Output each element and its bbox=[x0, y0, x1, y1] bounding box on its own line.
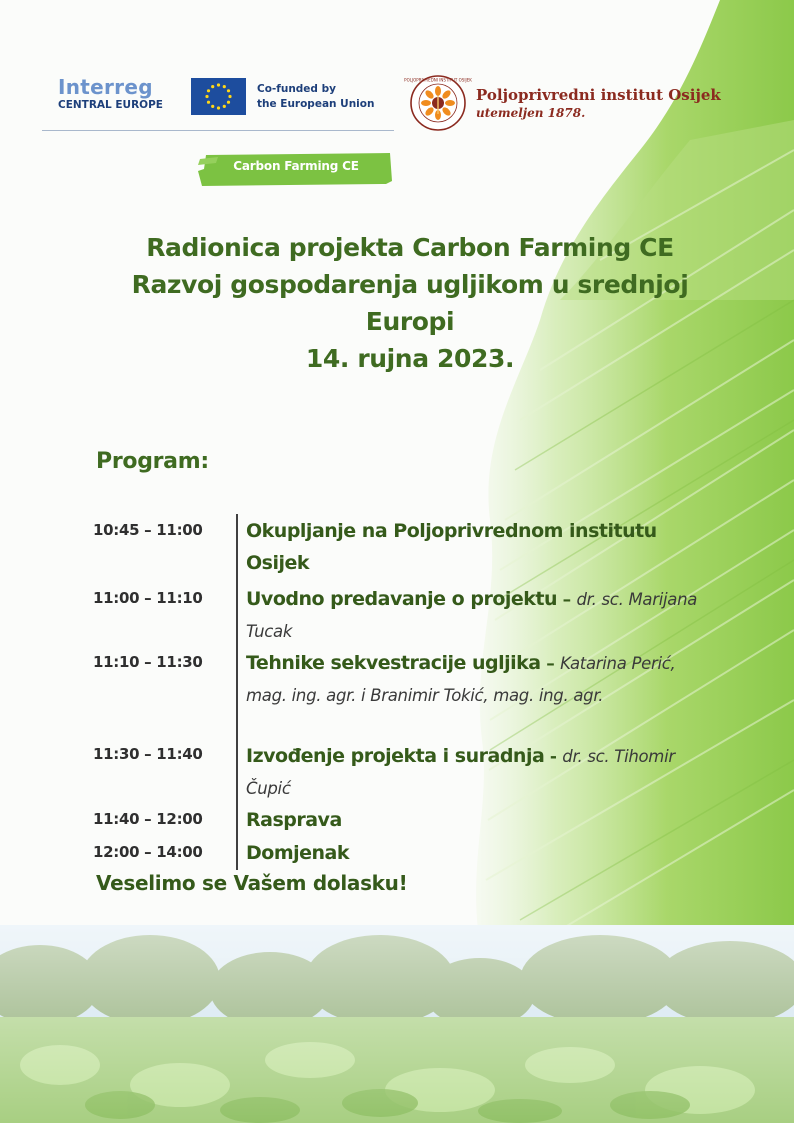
schedule-time: 10:45 – 11:00 bbox=[93, 521, 203, 539]
entry-speaker: dr. sc. Tihomir Čupić bbox=[246, 747, 675, 798]
entry-title: Uvodno predavanje o projektu bbox=[246, 588, 558, 610]
schedule-entry bbox=[246, 741, 716, 805]
entry-title: Izvođenje projekta i suradnja bbox=[246, 745, 545, 767]
interreg-logo bbox=[58, 76, 178, 112]
event-date: 14. rujna 2023. bbox=[305, 344, 515, 373]
institute-seal-logo bbox=[404, 74, 472, 132]
schedule-entry bbox=[246, 584, 716, 648]
eu-flag-icon bbox=[191, 78, 246, 115]
schedule-entry bbox=[246, 516, 716, 580]
cofunded-line1: Co-funded by bbox=[257, 83, 336, 95]
header-divider bbox=[42, 130, 394, 131]
project-badge: Carbon Farming CE bbox=[233, 159, 359, 173]
event-title bbox=[60, 229, 760, 377]
entry-title: Okupljanje na Poljoprivrednom institutu Osijek bbox=[246, 520, 657, 574]
entry-speaker: dr. sc. Marijana Tucak bbox=[246, 590, 698, 641]
entry-title: Domjenak bbox=[246, 842, 350, 864]
schedule-entry bbox=[246, 805, 716, 837]
field-photo bbox=[0, 925, 794, 1123]
entry-speaker: Katarina Perić, mag. ing. agr. i Branimir Tokić, mag. ing. agr. bbox=[246, 654, 676, 705]
entry-title: Tehnike sekvestracije ugljika bbox=[246, 652, 541, 674]
entry-separator: - bbox=[544, 747, 563, 767]
title-line-3: Europi bbox=[365, 307, 455, 336]
closing-message: Veselimo se Vašem dolasku! bbox=[96, 871, 408, 895]
title-line-1: Radionica projekta Carbon Farming CE bbox=[146, 233, 674, 262]
interreg-region: CENTRAL EUROPE bbox=[58, 99, 163, 111]
interreg-brand: Interreg bbox=[58, 75, 153, 99]
schedule-time: 11:10 – 11:30 bbox=[93, 653, 203, 671]
schedule-time: 11:30 – 11:40 bbox=[93, 745, 203, 763]
entry-title: Rasprava bbox=[246, 809, 342, 831]
seal-text: POLJOPRIVREDNI INSTITUT OSIJEK bbox=[404, 77, 472, 83]
entry-separator: – bbox=[557, 590, 577, 610]
schedule-time: 11:00 – 11:10 bbox=[93, 589, 203, 607]
schedule-time: 11:40 – 12:00 bbox=[93, 810, 203, 828]
schedule-divider bbox=[236, 514, 238, 870]
entry-separator: – bbox=[540, 654, 561, 674]
institute-name: Poljoprivredni institut Osijek bbox=[476, 86, 721, 104]
program-heading: Program: bbox=[96, 449, 209, 474]
schedule-entry bbox=[246, 838, 716, 870]
institute-established: utemeljen 1878. bbox=[476, 106, 586, 120]
title-line-2: Razvoj gospodarenja ugljikom u srednjoj bbox=[131, 270, 689, 299]
cofunded-line2: the European Union bbox=[257, 98, 375, 110]
schedule-entry bbox=[246, 648, 716, 712]
cofunded-eu-label bbox=[257, 82, 374, 112]
schedule-time: 12:00 – 14:00 bbox=[93, 843, 203, 861]
